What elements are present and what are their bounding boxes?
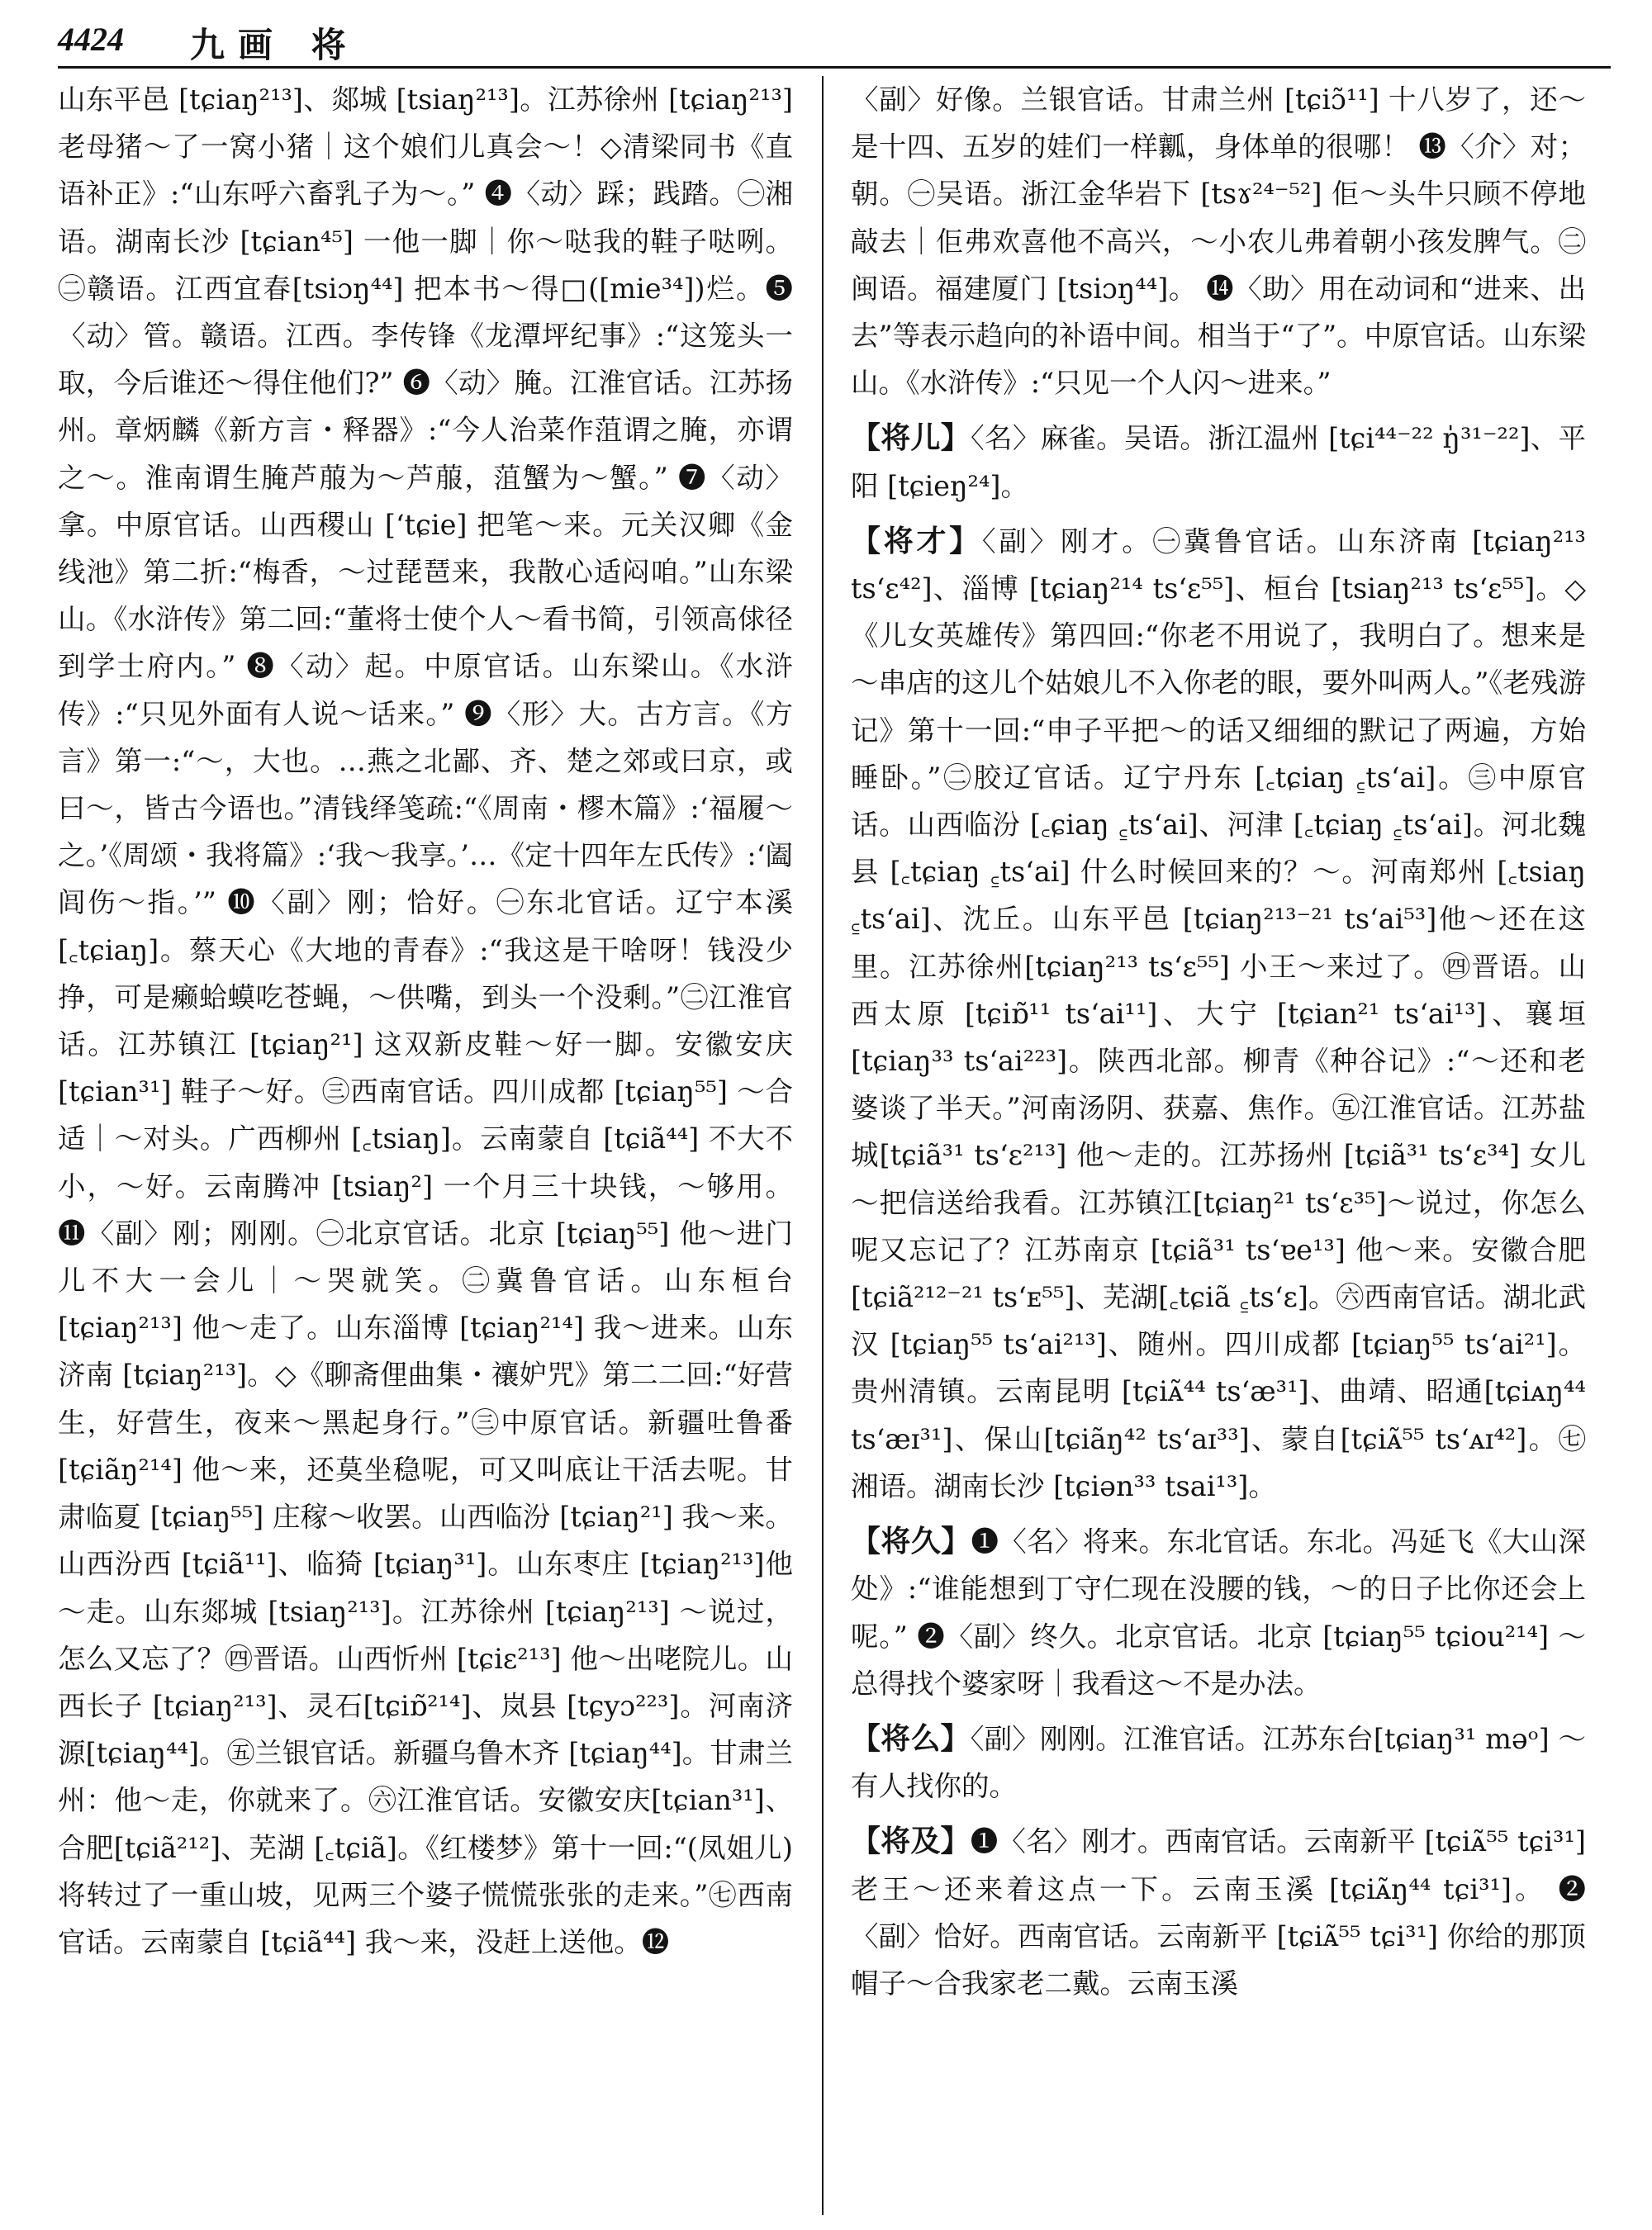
entry-jiangji: [851, 1818, 1586, 2007]
left-column: [58, 76, 793, 2215]
entry-headword: 【将儿】: [851, 420, 971, 456]
header-rule: [58, 66, 1611, 69]
entry-definition: 〈副〉刚刚。江淮官话。江苏东台[tɕiaŋ³¹ məᵒ] ～有人找你的。: [851, 1722, 1586, 1803]
right-column-continuation: 〈副〉好像。兰银官话。甘肃兰州 [tɕiɔ̃¹¹] 十八岁了，还～是十四、五岁的娃们一样瓤，身体单的很哪！ ⓭〈介〉对；朝。㊀吴语。浙江金华岩下 [tsɤ²⁴⁻⁵²] 佢～头牛只顾不停地敲去｜佢弗欢喜他不高兴，～小农儿弗着朝小孩发脾气。㊁闽语。福建厦门 [tsiɔŋ⁴⁴]。 ⓮〈助〉用在动词和“进来、出去”等表示趋向的补语中间。相当于“了”。中原官话。山东梁山。《水浒传》:“只见一个人闪～进来。”: [851, 83, 1586, 400]
entry-definition: ❶〈名〉刚才。西南官话。云南新平 [tɕiᴀ̃⁵⁵ tɕi³¹] 老王～还来着这点一下。云南玉溪 [tɕiᴀ̃ŋ⁴⁴ tɕi³¹]。 ❷〈副〉恰好。西南官话。云南新平 [tɕiᴀ̃⁵⁵ tɕi³¹] 你给的那顶帽子～合我家老二戴。云南玉溪: [851, 1825, 1586, 2000]
entry-headword: 【将才】: [851, 523, 982, 558]
entry-jiangjiu: [851, 1518, 1586, 1707]
entry-definition: 〈副〉刚才。㊀冀鲁官话。山东济南 [tɕiaŋ²¹³ tsʻɛ⁴²]、淄博 [tɕiaŋ²¹⁴ tsʻɛ⁵⁵]、桓台 [tsiaŋ²¹³ tsʻɛ⁵⁵]。◇《儿女英雄传》第四回:“你老不用说了，我明白了。想来是～串店的这儿个姑娘儿不入你老的眼，要外叫两人。”《老残游记》第十一回:“申子平把～的话又细细的默记了两遍，方始睡卧。”㊁胶辽官话。辽宁丹东 [꜀tɕiaŋ ꜁tsʻai]。㊂中原官话。山西临汾 [꜀ɕiaŋ ꜁tsʻai]、河津 [꜀tɕiaŋ ꜁tsʻai]。河北魏县 [꜀tɕiaŋ ꜁tsʻai] 什么时候回来的？～。河南郑州 [꜀tsiaŋ ꜁tsʻai]、沈丘。山东平邑 [tɕiaŋ²¹³⁻²¹ tsʻai⁵³]他～还在这里。江苏徐州[tɕiaŋ²¹³ tsʻɛ⁵⁵] 小王～来过了。㊃晋语。山西太原 [tɕiɒ̃¹¹ tsʻai¹¹]、大宁 [tɕian²¹ tsʻai¹³]、襄垣 [tɕiaŋ³³ tsʻai²²³]。陕西北部。柳青《种谷记》:“～还和老婆谈了半天。”河南汤阴、获嘉、焦作。㊄江淮官话。江苏盐城[tɕiã³¹ tsʻɛ²¹³] 他～走的。江苏扬州 [tɕiã³¹ tsʻɛ³⁴] 女儿～把信送给我看。江苏镇江[tɕiaŋ²¹ tsʻɛ³⁵]～说过，你怎么呢又忘记了？江苏南京 [tɕiã³¹ tsʻɐe¹³] 他～来。安徽合肥[tɕiã²¹²⁻²¹ tsʻᴇ⁵⁵]、芜湖[꜀tɕiã ꜁tsʻɛ]。㊅西南官话。湖北武汉 [tɕiaŋ⁵⁵ tsʻai²¹³]、随州。四川成都 [tɕiaŋ⁵⁵ tsʻai²¹]。贵州清镇。云南昆明 [tɕiᴀ̃⁴⁴ tsʻæ³¹]、曲靖、昭通[tɕiᴀŋ⁴⁴ tsʻæɪ³¹]、保山[tɕiãŋ⁴² tsʻaɪ³³]、蒙自[tɕiᴀ̃⁵⁵ tsʻᴀɪ⁴²]。㊆湘语。湖南长沙 [tɕiən³³ tsai¹³]。: [851, 524, 1586, 1502]
entry-definition: 〈名〉麻雀。吴语。浙江温州 [tɕi⁴⁴⁻²² ŋ̍³¹⁻²²]、平阳 [tɕieŋ²⁴]。: [851, 422, 1586, 502]
entry-jianger: [851, 415, 1586, 509]
section-title: 九画 将: [190, 25, 359, 65]
right-column: [851, 76, 1586, 2215]
column-divider: [822, 76, 824, 2215]
entry-headword: 【将久】: [851, 1524, 971, 1559]
left-column-text: 山东平邑 [tɕiaŋ²¹³]、郯城 [tsiaŋ²¹³]。江苏徐州 [tɕiaŋ²¹³]老母猪～了一窝小猪｜这个娘们儿真会～！◇清梁同书《直语补正》:“山东呼六畜乳子为～。” ❹〈动〉踩；践踏。㊀湘语。湖南长沙 [tɕian⁴⁵] 一他一脚｜你～哒我的鞋子哒咧。㊁赣语。江西宜春[tsiɔŋ⁴⁴] 把本书～得□([mie³⁴])烂。❺〈动〉管。赣语。江西。李传锋《龙潭坪纪事》:“这笼头一取，今后谁还～得住他们?” ❻〈动〉腌。江淮官话。江苏扬州。章炳麟《新方言・释器》:“今人治菜作菹谓之腌，亦谓之～。淮南谓生腌芦菔为～芦菔，菹蟹为～蟹。” ❼〈动〉拿。中原官话。山西稷山 [ʻtɕie] 把笔～来。元关汉卿《金线池》第二折:“梅香，～过琵琶来，我散心适闷咱。”山东梁山。《水浒传》第二回:“董将士使个人～看书简，引领高俅径到学士府内。” ❽〈动〉起。中原官话。山东梁山。《水浒传》:“只见外面有人说～话来。” ❾〈形〉大。古方言。《方言》第一:“～，大也。…燕之北鄙、齐、楚之郊或曰京，或曰～，皆古今语也。”清钱绎笺疏:“《周南・樛木篇》:‘福履～之。’《周颂・我将篇》:‘我～我享。’…《定十四年左氏传》:‘阖闾伤～指。’” ❿〈副〉刚；恰好。㊀东北官话。辽宁本溪 [꜀tɕiaŋ]。蔡天心《大地的青春》:“我这是干啥呀！钱没少挣，可是癞蛤蟆吃苍蝇，～供嘴，到头一个没剩。”㊁江淮官话。江苏镇江 [tɕiaŋ²¹] 这双新皮鞋～好一脚。安徽安庆 [tɕian³¹] 鞋子～好。㊂西南官话。四川成都 [tɕiaŋ⁵⁵] ～合适｜～对头。广西柳州 [꜀tsiaŋ]。云南蒙自 [tɕiã⁴⁴] 不大不小，～好。云南腾冲 [tsiaŋ²] 一个月三十块钱，～够用。 ⓫〈副〉刚；刚刚。㊀北京官话。北京 [tɕiaŋ⁵⁵] 他～进门儿不大一会儿｜～哭就笑。㊁冀鲁官话。山东桓台 [tɕiaŋ²¹³] 他～走了。山东淄博 [tɕiaŋ²¹⁴] 我～进来。山东济南 [tɕiaŋ²¹³]。◇《聊斋俚曲集・禳妒咒》第二二回:“好营生，好营生，夜来～黑起身行。”㊂中原官话。新疆吐鲁番 [tɕiãŋ²¹⁴] 他～来，还莫坐稳呢，可又叫底让干活去呢。甘肃临夏 [tɕiaŋ⁵⁵] 庄稼～收罢。山西临汾 [tɕiaŋ²¹] 我～来。山西汾西 [tɕiã¹¹]、临猗 [tɕiaŋ³¹]。山东枣庄 [tɕiaŋ²¹³]他～走。山东郯城 [tsiaŋ²¹³]。江苏徐州 [tɕiaŋ²¹³] ～说过，怎么又忘了？㊃晋语。山西忻州 [tɕiɛ²¹³] 他～出咾院儿。山西长子 [tɕiaŋ²¹³]、灵石[tɕiɒ̃²¹⁴]、岚县 [tɕyɔ²²³]。河南济源[tɕiaŋ⁴⁴]。㊄兰银官话。新疆乌鲁木齐 [tɕiaŋ⁴⁴]。甘肃兰州：他～走，你就来了。㊅江淮官话。安徽安庆[tɕian³¹]、合肥[tɕiã²¹²]、芜湖 [꜀tɕiã]。《红楼梦》第十一回:“(凤姐儿) 将转过了一重山坡，见两三个婆子慌慌张张的走来。”㊆西南官话。云南蒙自 [tɕiã⁴⁴] 我～来，没赶上送他。⓬: [58, 83, 793, 1958]
page-header: [58, 17, 1611, 66]
entry-headword: 【将及】: [851, 1824, 971, 1859]
entry-jiangme: [851, 1715, 1586, 1810]
entry-definition: ❶〈名〉将来。东北官话。东北。冯延飞《大山深处》:“谁能想到丁守仁现在没腰的钱，～的日子比你还会上呢。” ❷〈副〉终久。北京官话。北京 [tɕiaŋ⁵⁵ tɕiou²¹⁴] ～总得找个婆家呀｜我看这～不是办法。: [851, 1525, 1586, 1700]
page-number: 4424: [58, 21, 124, 58]
entry-headword: 【将么】: [851, 1720, 971, 1756]
entry-jiangcai: [851, 518, 1586, 1510]
